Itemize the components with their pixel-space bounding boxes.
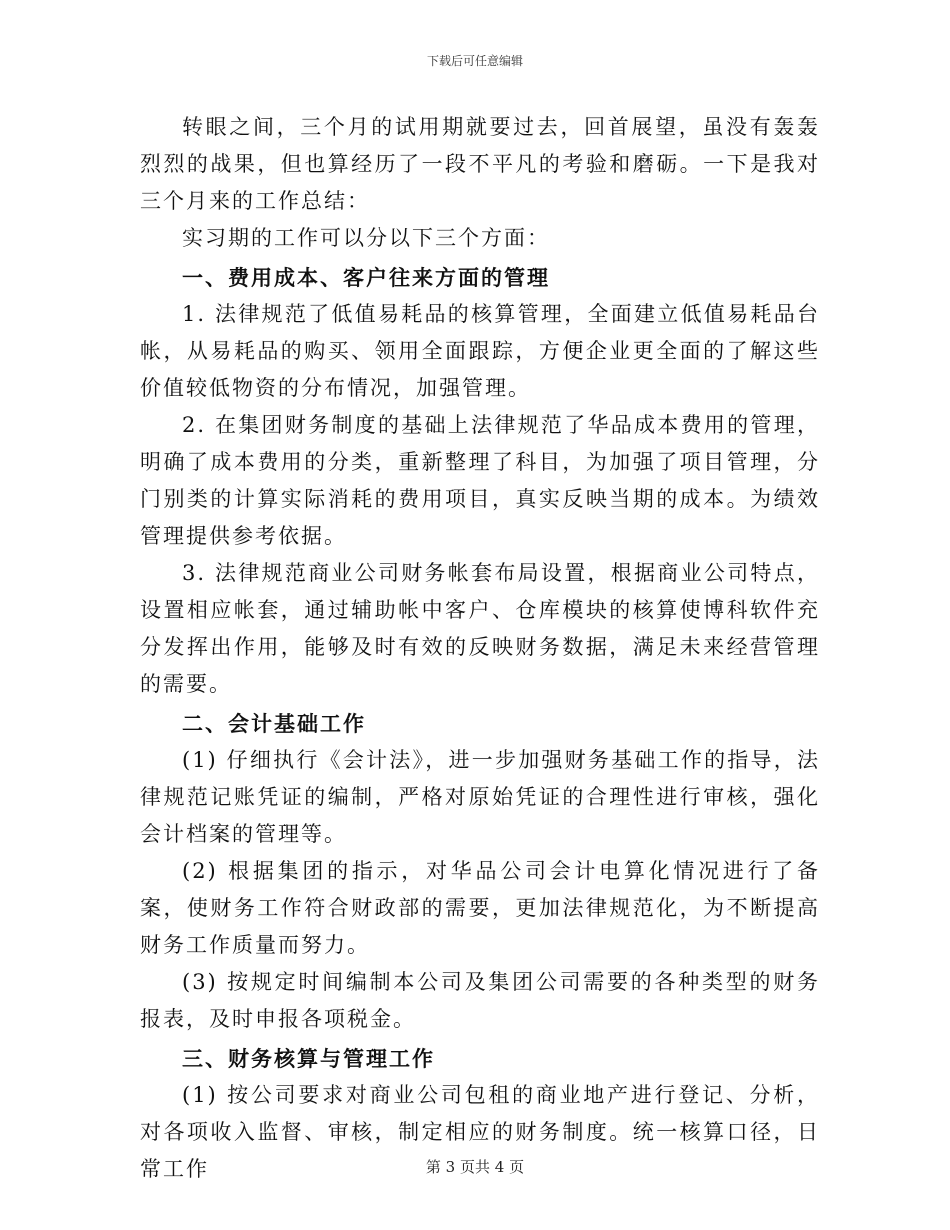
- section-1-item-2: 2. 在集团财务制度的基础上法律规范了华品成本费用的管理，明确了成本费用的分类，重新整理了科目，为加强了项目管理，分门别类的计算实际消耗的费用项目，真实反映当期的成本。为绩效管理提供参考依据。: [140, 413, 820, 548]
- page-header: 下载后可任意编辑: [426, 54, 523, 68]
- section-2-item-1: (1) 仔细执行《会计法》，进一步加强财务基础工作的指导，法律规范记账凭证的编制，严格对原始凭证的合理性进行审核，强化会计档案的管理等。: [140, 748, 820, 846]
- section-3-item-1: (1) 按公司要求对商业公司包租的商业地产进行登记、分析，对各项收入监督、审核，制定相应的财务制度。统一核算口径，日常工作: [140, 1083, 820, 1181]
- section-2-item-2: (2) 根据集团的指示，对华品公司会计电算化情况进行了备案，使财务工作符合财政部的需要，更加法律规范化，为不断提高财务工作质量而努力。: [140, 859, 820, 957]
- intro-paragraph: 转眼之间，三个月的试用期就要过去，回首展望，虽没有轰轰烈烈的战果，但也算经历了一段不平凡的考验和磨砺。一下是我对三个月来的工作总结：: [140, 115, 820, 213]
- section-heading-2: 二、会计基础工作: [182, 711, 366, 736]
- section-heading-1: 一、费用成本、客户往来方面的管理: [182, 265, 550, 290]
- document-body: [140, 109, 820, 1188]
- section-1-item-3: 3. 法律规范商业公司财务帐套布局设置，根据商业公司特点，设置相应帐套，通过辅助帐中客户、仓库模块的核算使博科软件充分发挥出作用，能够及时有效的反映财务数据，满足未来经营管理的需要。: [140, 561, 820, 696]
- page-footer: 第 3 页共 4 页: [425, 1158, 525, 1176]
- overview-paragraph: 实习期的工作可以分以下三个方面：: [182, 226, 550, 250]
- section-heading-3: 三、财务核算与管理工作: [182, 1046, 435, 1071]
- section-1-item-1: 1. 法律规范了低值易耗品的核算管理，全面建立低值易耗品台帐，从易耗品的购买、领用全面跟踪，方便企业更全面的了解这些价值较低物资的分布情况，加强管理。: [140, 302, 820, 400]
- section-2-item-3: (3) 按规定时间编制本公司及集团公司需要的各种类型的财务报表，及时申报各项税金。: [140, 970, 820, 1031]
